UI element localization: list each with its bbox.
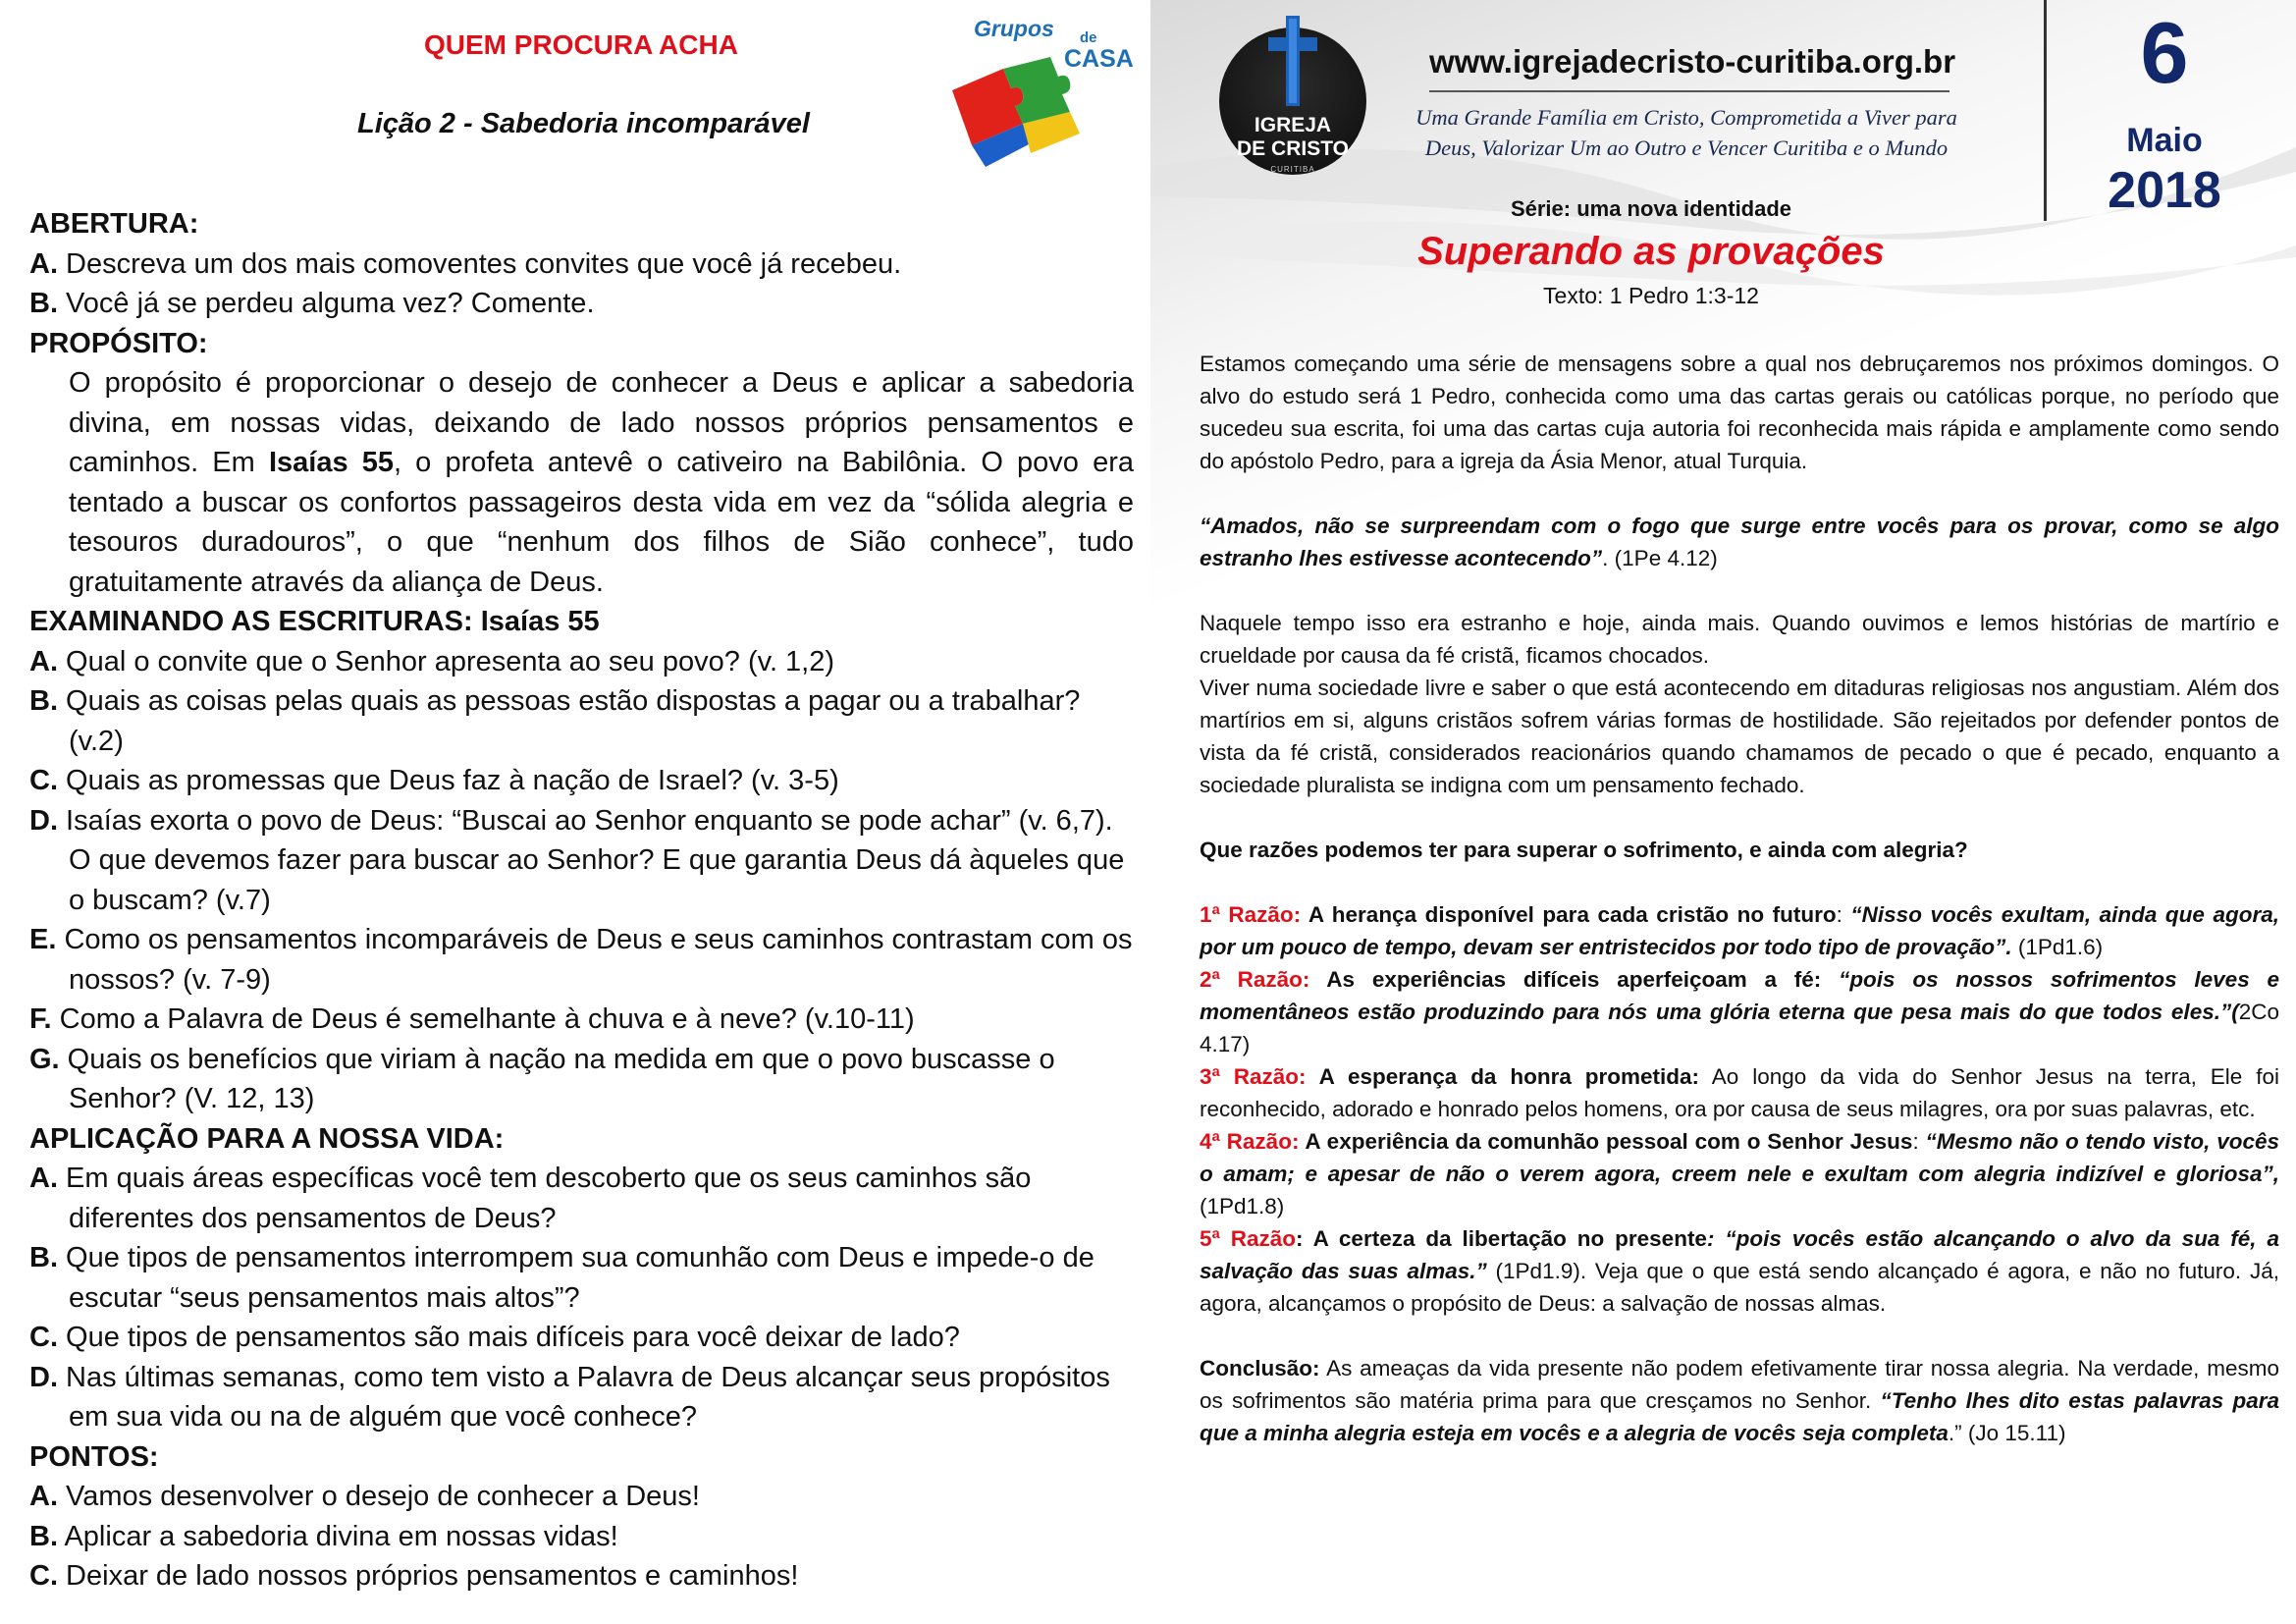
razao-item	[1200, 1222, 2279, 1320]
sermon-body	[1200, 348, 2279, 1449]
razao-label: 5ª Razão	[1200, 1226, 1297, 1251]
razao-reference: (1Pd1.8)	[1200, 1194, 1285, 1218]
logo-text-de: de	[1080, 29, 1097, 46]
quote-paragraph	[1200, 510, 2279, 574]
examinando-item	[29, 920, 1134, 1000]
item-text: Qual o convite que o Senhor apresenta ao seu povo? (v. 1,2)	[58, 645, 835, 677]
lesson-series-title: QUEM PROCURA ACHA	[424, 29, 738, 60]
abertura-item	[29, 284, 1134, 324]
body-paragraph: Viver numa sociedade livre e saber o que está acontecendo em ditaduras religiosas nos angustiam. Além dos martírios em si, alguns cristãos sofrem várias formas de hostilidade. São rejeitados por defender pontos de vista da fé cristã, considerados reacionários quando chamamos de pecado o que é pecado, enquanto a sociedade pluralista se indigna com um pensamento fechado.	[1200, 676, 2279, 797]
razao-item	[1200, 1060, 2279, 1125]
razao-text: Veja que o que está sendo alcançado é agora, e não no futuro. Já, agora, alcançamos o propósito de Deus: a salvação de nossas almas.	[1200, 1259, 2279, 1316]
razao-reference: 2Co 4.17)	[1200, 1000, 2279, 1056]
razao-quote: “Mesmo não o tendo visto, vocês o amam; e apesar de não o verem agora, creem nele e exultam com alegria indizível e gloriosa”,	[1200, 1129, 2279, 1186]
conclusion-paragraph	[1200, 1352, 2279, 1449]
section-heading-pontos: PONTOS:	[29, 1440, 159, 1473]
puzzle-icon	[942, 51, 1090, 174]
razao-heading: A herança disponível para cada cristão no futuro	[1301, 902, 1837, 927]
item-text: Como a Palavra de Deus é semelhante à chuva e à neve? (v.10-11)	[51, 1003, 915, 1035]
section-heading-examinando: EXAMINANDO AS ESCRITURAS: Isaías 55	[29, 606, 600, 637]
key-question-text: Que razões podemos ter para superar o sofrimento, e ainda com alegria?	[1200, 838, 1968, 862]
item-text: Quais os benefícios que viriam à nação na medida em que o povo buscasse o Senhor? (V. 12, 13)	[59, 1043, 1055, 1114]
item-text: Deixar de lado nossos próprios pensamentos e caminhos!	[58, 1560, 799, 1592]
razao-label: 2ª Razão:	[1200, 967, 1310, 992]
quote-reference: . (1Pe 4.12)	[1602, 546, 1718, 570]
razao-label: 1ª Razão:	[1200, 902, 1302, 927]
pontos-item	[29, 1477, 1134, 1517]
item-letter: B.	[29, 685, 58, 717]
sermon-text-reference: Texto: 1 Pedro 1:3-12	[1543, 283, 1759, 308]
razao-label: 3ª Razão:	[1200, 1064, 1307, 1089]
razao-separator: :	[1836, 902, 1851, 927]
sermon-title: Superando as provações	[1417, 230, 1885, 273]
item-text: Que tipos de pensamentos interrompem sua comunhão com Deus e impede-o de escutar “seus pensamentos mais altos”?	[58, 1242, 1095, 1314]
razao-quote: “pois os nossos sofrimentos leves e momentâneos estão produzindo para nós uma glória eterna que pesa mais do que todos eles.”(	[1200, 967, 2279, 1024]
razao-text: Ao longo da vida do Senhor Jesus na terra, Ele foi reconhecido, adorado e honrado pelos homens, ora por causa de seus milagres, ora por suas palavras, etc.	[1200, 1064, 2280, 1121]
date-month: Maio	[2126, 122, 2203, 159]
item-text: Isaías exorta o povo de Deus: “Buscai ao Senhor enquanto se pode achar” (v. 6,7). O que devemos fazer para buscar ao Senhor? E que garantia Deus dá àqueles que o buscam? (v.7)	[58, 804, 1125, 916]
item-letter: B.	[29, 288, 58, 319]
item-text: Vamos desenvolver o desejo de conhecer a Deus!	[58, 1481, 700, 1512]
aplicacao-item	[29, 1318, 1134, 1358]
item-text: Aplicar a sabedoria divina em nossas vidas!	[58, 1520, 618, 1552]
aplicacao-item	[29, 1358, 1134, 1437]
razao-quote: : “pois vocês estão alcançando o alvo da sua fé, a salvação das suas almas.”	[1200, 1226, 2279, 1283]
proposito-paragraph	[29, 363, 1134, 602]
razao-heading: As experiências difíceis aperfeiçoam a fé:	[1309, 967, 1822, 992]
examinando-item	[29, 801, 1134, 921]
razao-quote: “Nisso vocês exultam, ainda que agora, por um pouco de tempo, devam ser entristecidos por todo tipo de provação”.	[1200, 902, 2279, 959]
pontos-item	[29, 1517, 1134, 1557]
logo-text-grupos: Grupos	[974, 16, 1054, 41]
item-letter: E.	[29, 924, 57, 955]
examinando-item	[29, 642, 1134, 682]
body-paragraph: Naquele tempo isso era estranho e hoje, ainda mais. Quando ouvimos e lemos histórias de martírio e crueldade por causa da fé cristã, ficamos chocados.	[1200, 611, 2279, 668]
item-letter: C.	[29, 1560, 58, 1592]
item-letter: A.	[29, 1163, 58, 1194]
church-website-url: www.igrejadecristo-curitiba.org.br	[1429, 43, 1956, 80]
pontos-item	[29, 1556, 1134, 1597]
razao-label: 4ª Razão:	[1200, 1129, 1300, 1154]
logo-text-casa: CASA	[1064, 45, 1134, 73]
item-text: Nas últimas semanas, como tem visto a Palavra de Deus alcançar seus propósitos em sua vida ou na de alguém que você conhece?	[58, 1361, 1110, 1433]
item-letter: A.	[29, 1481, 58, 1512]
examinando-item	[29, 1040, 1134, 1119]
examinando-item	[29, 1000, 1134, 1040]
lesson-subtitle: Lição 2 - Sabedoria incomparável	[357, 108, 810, 139]
item-letter: A.	[29, 247, 58, 280]
item-text: Como os pensamentos incomparáveis de Deus e seus caminhos contrastam com os nossos? (v. 7-9)	[56, 924, 1133, 996]
conclusion-quote: “Tenho lhes dito estas palavras para que a minha alegria esteja em vocês e a alegria de vocês seja completa	[1200, 1388, 2279, 1445]
razao-reference: (1Pd1.9).	[1486, 1259, 1587, 1283]
razao-heading: : A certeza da libertação no presente	[1296, 1226, 1707, 1251]
razao-separator	[1821, 967, 1839, 992]
item-text: Quais as promessas que Deus faz à nação de Israel? (v. 3-5)	[58, 765, 839, 796]
aplicacao-item	[29, 1238, 1134, 1318]
item-text: Descreva um dos mais comoventes convites que você já recebeu.	[58, 247, 902, 280]
item-letter: C.	[29, 1322, 58, 1353]
item-text: Em quais áreas específicas você tem descoberto que os seus caminhos são diferentes dos pensamentos de Deus?	[58, 1163, 1032, 1234]
igreja-de-cristo-logo	[1219, 27, 1366, 175]
examinando-item	[29, 681, 1134, 761]
logo-text-curitiba: CURITIBA	[1270, 165, 1315, 174]
key-question	[1200, 834, 2279, 866]
item-text: Que tipos de pensamentos são mais difíceis para você deixar de lado?	[58, 1322, 960, 1353]
item-letter: F.	[29, 1003, 52, 1035]
proposito-text: , o profeta antevê o cativeiro na Babilônia. O povo era tentado a buscar os confortos passageiros desta vida em vez da “sólida alegria e tesouros duradouros”, o que “nenhum dos filhos de Sião conhece”, tudo gratuitamente através da aliança de Deus.	[69, 447, 1134, 598]
date-block	[2044, 0, 2282, 221]
examinando-item	[29, 761, 1134, 801]
razao-heading: A experiência da comunhão pessoal com o Senhor Jesus	[1299, 1129, 1913, 1154]
cross-icon	[1268, 16, 1317, 114]
conclusion-reference: .” (Jo 15.11)	[1948, 1421, 2066, 1445]
grupos-de-casa-logo	[931, 12, 1147, 177]
sermon-page	[1150, 0, 2296, 1624]
item-text: Você já se perdeu alguma vez? Comente.	[58, 288, 595, 319]
url-underline-divider	[1429, 90, 1949, 92]
date-year: 2018	[2108, 162, 2221, 219]
abertura-item	[29, 244, 1134, 285]
razao-separator: :	[1912, 1129, 1926, 1154]
item-letter: D.	[29, 804, 58, 837]
item-letter: G.	[29, 1043, 60, 1075]
logo-text-igreja: IGREJA	[1254, 114, 1332, 136]
razao-item	[1200, 963, 2279, 1060]
section-heading-abertura: ABERTURA:	[29, 208, 199, 240]
razao-reference: (1Pd1.6)	[2011, 935, 2104, 959]
sermon-series: Série: uma nova identidade	[1510, 196, 1792, 221]
proposito-scripture-ref: Isaías 55	[268, 447, 394, 478]
item-letter: A.	[29, 645, 58, 677]
conclusion-text: As ameaças da vida presente não podem efetivamente tirar nossa alegria. Na verdade, mesmo os sofrimentos são matéria prima para que cresçamos no Senhor.	[1200, 1356, 2279, 1413]
date-day: 6	[2140, 4, 2189, 101]
quote-text: “Amados, não se surpreendam com o fogo que surge entre vocês para os provar, como se algo estranho lhes estivesse acontecendo”	[1200, 514, 2279, 570]
item-text: Quais as coisas pelas quais as pessoas estão dispostas a pagar ou a trabalhar? (v.2)	[58, 685, 1081, 757]
item-letter: C.	[29, 765, 58, 796]
section-heading-proposito: PROPÓSITO:	[29, 327, 208, 359]
church-tagline: Uma Grande Família em Cristo, Comprometida a Viver para Deus, Valorizar Um ao Outro e Vencer Curitiba e o Mundo	[1415, 105, 1957, 160]
logo-text-de-cristo: DE CRISTO	[1237, 137, 1349, 160]
razao-heading: A esperança da honra prometida:	[1306, 1064, 1700, 1089]
razao-separator	[1699, 1064, 1712, 1089]
item-letter: B.	[29, 1520, 58, 1552]
razao-item	[1200, 1125, 2279, 1222]
item-letter: B.	[29, 1242, 58, 1273]
conclusion-label: Conclusão:	[1200, 1356, 1320, 1380]
study-guide-body	[29, 204, 1134, 1597]
razao-item	[1200, 898, 2279, 963]
aplicacao-item	[29, 1159, 1134, 1238]
section-heading-aplicacao: APLICAÇÃO PARA A NOSSA VIDA:	[29, 1122, 505, 1155]
proposito-text: O propósito é proporcionar o desejo de conhecer a Deus e aplicar a sabedoria divina, em nossas vidas, deixando de lado nossos próprios pensamentos e caminhos. Em	[69, 367, 1134, 478]
item-letter: D.	[29, 1361, 58, 1393]
intro-paragraph: Estamos começando uma série de mensagens sobre a qual nos debruçaremos nos próximos domingos. O alvo do estudo será 1 Pedro, conhecida como uma das cartas gerais ou católicas porque, no período que sucedeu sua escrita, foi uma das cartas cuja autoria foi reconhecida mais rápida e amplamente como sendo do apóstolo Pedro, para a igreja da Ásia Menor, atual Turquia.	[1200, 352, 2279, 473]
